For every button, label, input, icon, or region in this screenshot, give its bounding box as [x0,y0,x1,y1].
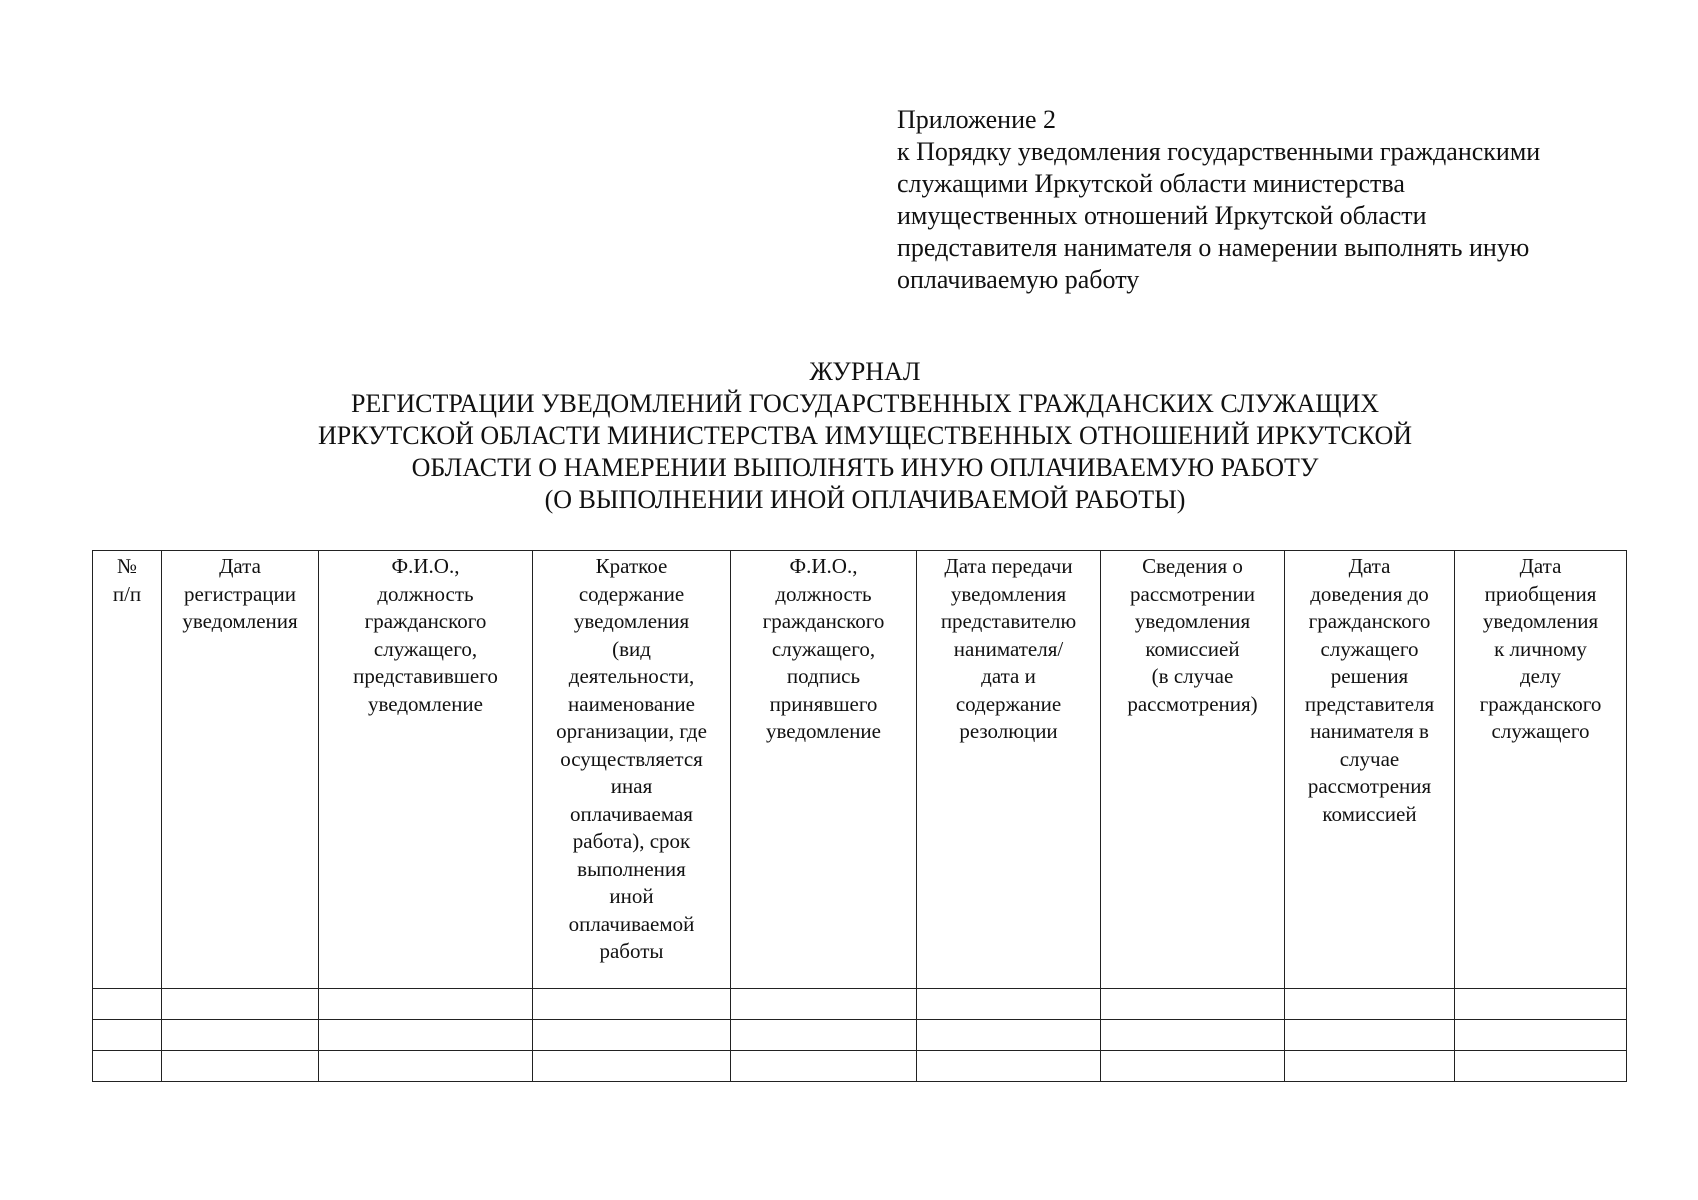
column-header-line: рассмотрении [1130,581,1255,606]
column-header-line: иной [609,884,654,908]
journal-subtitle-line: ИРКУТСКОЙ ОБЛАСТИ МИНИСТЕРСТВА ИМУЩЕСТВЕННЫХ ОТНОШЕНИЙ ИРКУТСКОЙ [317,421,1413,450]
table-cell[interactable] [93,1051,162,1082]
column-header-line: представителю [940,609,1077,633]
table-cell[interactable] [1285,1051,1455,1082]
appendix-line: служащими Иркутской области министерства [897,169,1405,198]
column-header-line: доведения до [1310,581,1429,606]
table-cell[interactable] [533,1020,731,1051]
column-header-line: нанимателя в [1310,719,1429,743]
column-header-line: должность [377,581,474,606]
column-header-line: иная [610,774,653,798]
column-header-line: деятельности, [568,664,695,688]
table-cell[interactable] [1101,1020,1285,1051]
appendix-line: к Порядку уведомления государственными гражданскими [897,137,1541,166]
table-cell[interactable] [1101,1051,1285,1082]
column-header-line: уведомления [950,581,1067,606]
column-header-line: организации, где [556,719,707,743]
table-cell[interactable] [731,989,917,1020]
column-header-line: работы [599,939,664,963]
column-header-line: № [116,554,138,578]
column-header [319,551,533,989]
table-header-row [93,551,1627,989]
table-cell[interactable] [917,1020,1101,1051]
appendix-label: Приложение 2 [897,105,1057,134]
column-header-line: содержание [955,691,1062,716]
column-header-line: уведомление [367,691,483,716]
column-header-line: наименование [568,691,695,716]
column-header-line: Сведения о [1142,554,1243,578]
column-header-line: представителя [1304,691,1435,716]
column-header-line: уведомления [1482,609,1599,633]
column-header-line: рассмотрения [1307,774,1432,798]
column-header-line: служащего [1491,719,1590,743]
column-header-line: гражданского [762,609,885,633]
table-cell[interactable] [93,1020,162,1051]
column-header-line: выполнения [577,856,686,881]
table-row [93,989,1627,1020]
journal-subtitle-line: РЕГИСТРАЦИИ УВЕДОМЛЕНИЙ ГОСУДАРСТВЕННЫХ ГРАЖДАНСКИХ СЛУЖАЩИХ [350,389,1380,418]
table-row [93,1051,1627,1082]
column-header-line: уведомление [765,719,881,743]
column-header-line: нанимателя/ [953,636,1064,661]
table-cell[interactable] [162,989,319,1020]
table-cell[interactable] [319,1051,533,1082]
column-header-line: регистрации [184,581,296,606]
appendix-block [897,104,1657,296]
journal-title [180,356,1550,516]
table-cell[interactable] [1285,989,1455,1020]
column-header [162,551,319,989]
table-cell[interactable] [93,989,162,1020]
column-header-line: (вид [612,636,651,661]
column-header-line: комиссией [1145,636,1240,661]
column-header-line: уведомления [182,609,298,633]
column-header-line: служащего, [771,636,876,661]
column-header-line: гражданского [1308,609,1431,633]
appendix-line: оплачиваемую работу [897,265,1140,294]
journal-heading: ЖУРНАЛ [809,357,921,386]
journal-subtitle-line: ОБЛАСТИ О НАМЕРЕНИИ ВЫПОЛНЯТЬ ИНУЮ ОПЛАЧИВАЕМУЮ РАБОТУ [411,453,1319,482]
table-cell[interactable] [162,1020,319,1051]
column-header-line: должность [775,581,872,606]
column-header-line: оплачиваемая [570,801,693,826]
table-cell[interactable] [731,1051,917,1082]
table-cell[interactable] [1285,1020,1455,1051]
column-header-line: уведомления [1134,609,1251,633]
table-cell[interactable] [319,989,533,1020]
column-header-line: гражданского [364,609,487,633]
column-header [917,551,1101,989]
column-header-line: решения [1330,664,1409,688]
column-header-line: работа), срок [572,829,691,853]
column-header [1455,551,1627,989]
column-header-line: принявшего [769,691,878,716]
column-header-line: Дата передачи [944,554,1073,578]
column-header-line: (в случае [1151,664,1234,688]
column-header-line: Дата [1348,554,1391,578]
column-header-line: подпись [786,664,861,688]
column-header-line: рассмотрения) [1127,691,1258,716]
table-cell[interactable] [533,989,731,1020]
column-header [1101,551,1285,989]
column-header-line: служащего, [373,636,478,661]
appendix-line: представителя нанимателя о намерении выполнять иную [897,233,1530,262]
column-header-line: Дата [219,554,261,578]
table-cell[interactable] [917,989,1101,1020]
column-header [1285,551,1455,989]
column-header [731,551,917,989]
column-header-line: комиссией [1322,801,1417,826]
column-header-line: Краткое [595,554,668,578]
table-cell[interactable] [917,1051,1101,1082]
column-header-line: дата и [981,664,1036,688]
column-header-line: Ф.И.О., [789,554,858,578]
column-header-line: уведомления [573,609,690,633]
column-header-line: гражданского [1479,691,1602,716]
column-header-line: случае [1339,746,1400,771]
table-cell[interactable] [1101,989,1285,1020]
column-header-line: оплачиваемой [568,911,695,936]
column-header-line: представившего [353,664,498,688]
table-row [93,1020,1627,1051]
table-cell[interactable] [1455,1051,1627,1082]
column-header-line: резолюции [959,719,1058,743]
column-header-line: содержание [578,581,685,606]
column-header-line: служащего [1320,636,1419,661]
table-cell[interactable] [1455,989,1627,1020]
appendix-line: имущественных отношений Иркутской области [897,201,1427,230]
table-body [93,989,1627,1082]
journal-table [92,550,1627,1082]
table-cell[interactable] [731,1020,917,1051]
column-header-line: осуществляется [560,746,703,771]
journal-subtitle-line: (О ВЫПОЛНЕНИИ ИНОЙ ОПЛАЧИВАЕМОЙ РАБОТЫ) [544,485,1186,514]
column-header-line: приобщения [1484,581,1597,606]
column-header-line: Дата [1519,554,1562,578]
table-cell[interactable] [162,1051,319,1082]
column-header-line: п/п [112,581,142,606]
column-header-line: делу [1520,664,1561,688]
table-cell[interactable] [1455,1020,1627,1051]
table-cell[interactable] [533,1051,731,1082]
column-header [93,551,162,989]
column-header [533,551,731,989]
table-cell[interactable] [319,1020,533,1051]
column-header-line: Ф.И.О., [391,554,460,578]
column-header-line: к личному [1494,636,1587,661]
